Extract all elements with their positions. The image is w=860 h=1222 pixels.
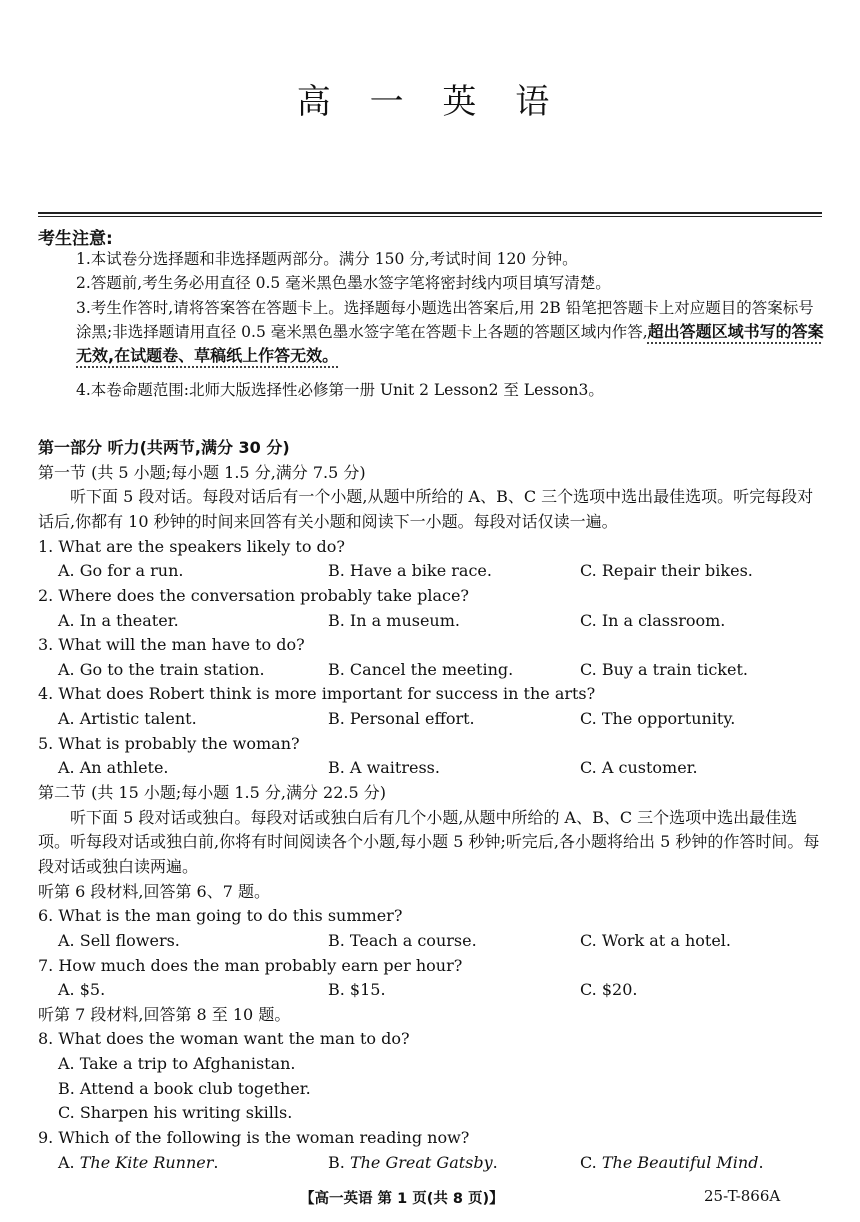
option-a: A. Sell flowers. bbox=[58, 930, 180, 950]
question-3-stem: 3. What will the man have to do? bbox=[38, 635, 305, 655]
option-a: A. Artistic talent. bbox=[58, 709, 197, 729]
option-b: B. A waitress. bbox=[328, 758, 440, 778]
question-1-stem: 1. What are the speakers likely to do? bbox=[38, 536, 345, 556]
material-7-label: 听第 7 段材料,回答第 8 至 10 题。 bbox=[38, 1004, 291, 1024]
header-rule-thin bbox=[38, 216, 822, 217]
question-2-stem: 2. Where does the conversation probably take place? bbox=[38, 585, 469, 605]
question-1-options bbox=[38, 559, 828, 584]
option-c: C. Work at a hotel. bbox=[580, 930, 731, 950]
option-c: C. The opportunity. bbox=[580, 709, 736, 729]
option-a: A. Go for a run. bbox=[58, 561, 184, 581]
notice-item-1: 1.本试卷分选择题和非选择题两部分。满分 150 分,考试时间 120 分钟。 bbox=[76, 250, 578, 268]
exam-code: 25-T-866A bbox=[704, 1187, 781, 1205]
option-b: B. Cancel the meeting. bbox=[328, 659, 514, 679]
section2-instructions: 听下面 5 段对话或独白。每段对话或独白后有几个小题,从题中所给的 A、B、C 三个选项中选出最佳选项。听每段对话或独白前,你将有时间阅读各个小题,每小题 5 秒钟;听完后,各小题将给出 5 秒钟的作答时间。每段对话或独白读两遍。 bbox=[38, 807, 820, 876]
option-b: B. The Great Gatsby. bbox=[328, 1152, 498, 1172]
option-c: C. A customer. bbox=[580, 758, 698, 778]
option-b: B. Attend a book club together. bbox=[58, 1078, 311, 1098]
option-c: C. In a classroom. bbox=[580, 610, 726, 630]
option-c: C. Sharpen his writing skills. bbox=[58, 1103, 293, 1123]
option-a: A. Go to the train station. bbox=[58, 659, 265, 679]
question-8-stem: 8. What does the woman want the man to do? bbox=[38, 1029, 410, 1049]
option-c: C. Buy a train ticket. bbox=[580, 659, 748, 679]
book-title: The Kite Runner bbox=[79, 1152, 214, 1172]
section1-heading: 第一节 (共 5 小题;每小题 1.5 分,满分 7.5 分) bbox=[38, 462, 366, 482]
question-5-options bbox=[38, 756, 828, 781]
exam-title: 高 一 英 语 bbox=[296, 82, 564, 122]
option-c: C. $20. bbox=[580, 980, 638, 1000]
option-a: A. Take a trip to Afghanistan. bbox=[58, 1054, 296, 1074]
material-6-label: 听第 6 段材料,回答第 6、7 题。 bbox=[38, 881, 270, 901]
question-6-stem: 6. What is the man going to do this summer? bbox=[38, 906, 403, 926]
option-b: B. Teach a course. bbox=[328, 930, 477, 950]
option-c: C. Repair their bikes. bbox=[580, 561, 753, 581]
option-a: A. In a theater. bbox=[58, 610, 179, 630]
notice-item-3 bbox=[76, 296, 828, 368]
question-4-options bbox=[38, 707, 828, 732]
question-9-stem: 9. Which of the following is the woman reading now? bbox=[38, 1128, 470, 1148]
option-a: A. $5. bbox=[58, 980, 106, 1000]
question-4-stem: 4. What does Robert think is more important for success in the arts? bbox=[38, 684, 596, 704]
option-b: B. In a museum. bbox=[328, 610, 460, 630]
question-6-options bbox=[38, 929, 828, 954]
option-a: A. The Kite Runner. bbox=[58, 1152, 219, 1172]
exam-content bbox=[38, 436, 828, 1175]
notice-heading: 考生注意: bbox=[38, 229, 113, 249]
question-7-options bbox=[38, 978, 828, 1003]
notice-item-3-text: 3.考生作答时,请将答案答在答题卡上。选择题每小题选出答案后,用 2B 铅笔把答题卡上对应题目的答案标号涂黑;非选择题请用直径 0.5 毫米黑色墨水签字笔在答题卡上各题的答题区域内作答, bbox=[76, 299, 814, 341]
part1-heading: 第一部分 听力(共两节,满分 30 分) bbox=[38, 438, 290, 457]
header-rule bbox=[38, 212, 822, 214]
question-2-options bbox=[38, 609, 828, 634]
option-c: C. The Beautiful Mind. bbox=[580, 1152, 764, 1172]
notice-item-3-emphasis: 超出答题区域书写的答案无效,在试题卷、草稿纸上作答无效。 bbox=[76, 322, 824, 365]
question-7-stem: 7. How much does the man probably earn per hour? bbox=[38, 955, 463, 975]
question-3-options bbox=[38, 658, 828, 683]
page-number: 【高一英语 第 1 页(共 8 页)】 bbox=[300, 1191, 504, 1207]
question-9-options bbox=[38, 1151, 828, 1176]
option-a: A. An athlete. bbox=[58, 758, 169, 778]
section2-heading: 第二节 (共 15 小题;每小题 1.5 分,满分 22.5 分) bbox=[38, 783, 386, 802]
notice-item-4: 4.本卷命题范围:北师大版选择性必修第一册 Unit 2 Lesson2 至 Lesson3。 bbox=[76, 381, 604, 399]
book-title: The Beautiful Mind bbox=[601, 1152, 759, 1172]
option-b: B. Personal effort. bbox=[328, 709, 475, 729]
notice-item-2: 2.答题前,考生务必用直径 0.5 毫米黑色墨水签字笔将密封线内项目填写清楚。 bbox=[76, 274, 611, 292]
option-b: B. $15. bbox=[328, 980, 386, 1000]
book-title: The Great Gatsby bbox=[349, 1152, 493, 1172]
option-b: B. Have a bike race. bbox=[328, 561, 492, 581]
section1-instructions: 听下面 5 段对话。每段对话后有一个小题,从题中所给的 A、B、C 三个选项中选出最佳选项。听完每段对话后,你都有 10 秒钟的时间来回答有关小题和阅读下一小题。每段对话仅读一遍。 bbox=[38, 487, 814, 531]
question-5-stem: 5. What is probably the woman? bbox=[38, 733, 300, 753]
